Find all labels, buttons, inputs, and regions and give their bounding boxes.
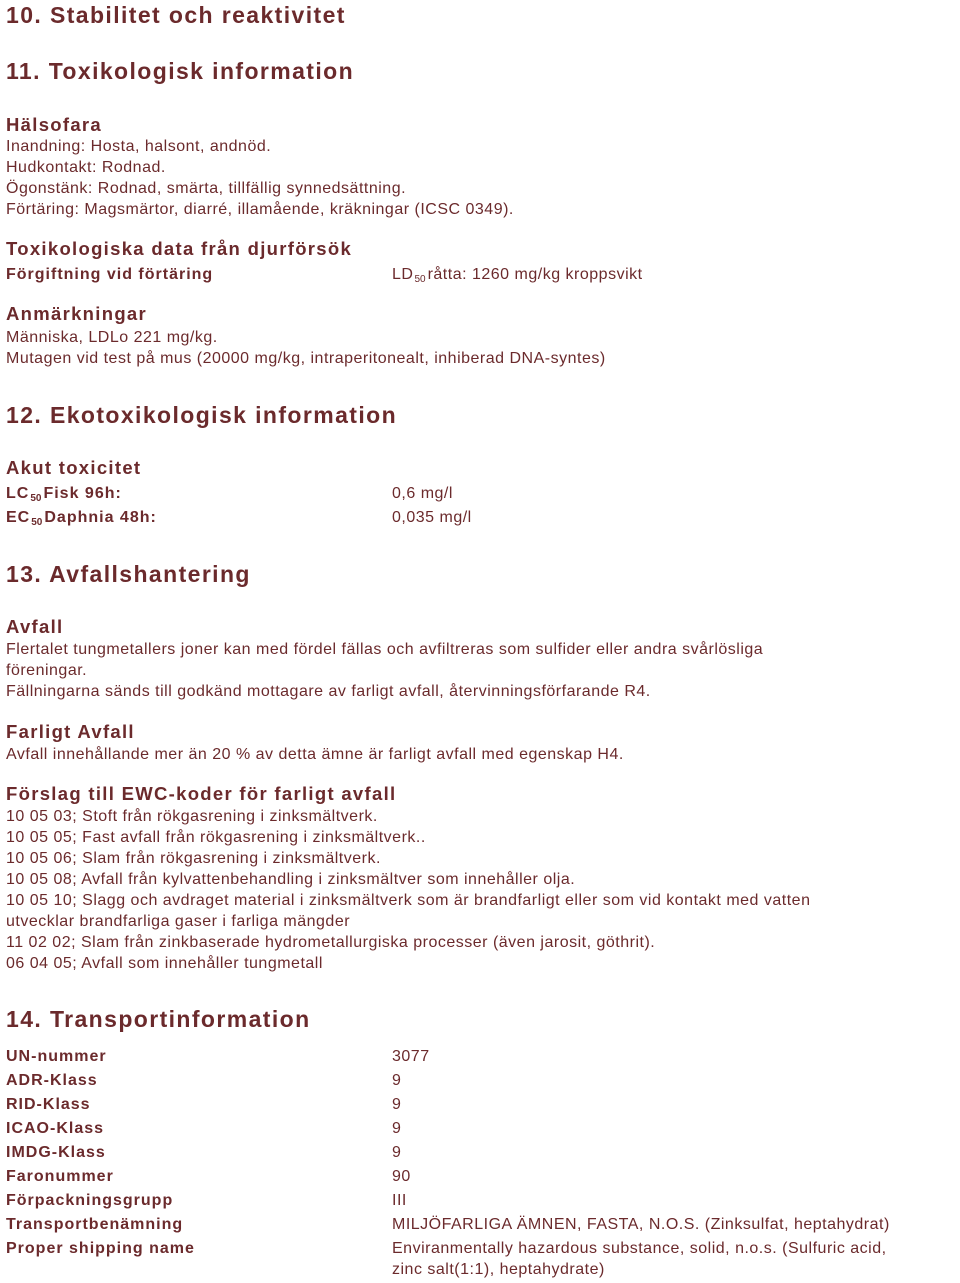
transport-label: ADR-Klass: [6, 1072, 98, 1089]
halsofara-line: Ögonstänk: Rodnad, smärta, tillfällig synnedsättning.: [6, 180, 407, 197]
eco-row-value: 0,035 mg/l: [392, 509, 472, 526]
eco-row-label: [6, 485, 122, 503]
transport-value: 9: [392, 1144, 402, 1161]
transport-value: MILJÖFARLIGA ÄMNEN, FASTA, N.O.S. (Zinksulfat, heptahydrat): [392, 1216, 890, 1233]
eco-row-text: Daphnia 48h:: [44, 509, 157, 526]
transport-value: 90: [392, 1168, 411, 1185]
eco-row-subscript: 50: [31, 517, 43, 528]
transport-value: 3077: [392, 1048, 430, 1065]
avfall-line: Fällningarna sänds till godkänd mottagare av farligt avfall, återvinningsförfarande R4.: [6, 683, 651, 700]
transport-label: Faronummer: [6, 1168, 114, 1185]
halsofara-line: Förtäring: Magsmärtor, diarré, illamående, kräkningar (ICSC 0349).: [6, 201, 514, 218]
tox-value-text: råtta: 1260 mg/kg kroppsvikt: [427, 266, 643, 283]
eco-row-prefix: EC: [6, 509, 31, 526]
transport-label: IMDG-Klass: [6, 1144, 106, 1161]
tox-value-subscript: 50: [414, 274, 426, 285]
anmarkningar-line: Människa, LDLo 221 mg/kg.: [6, 329, 218, 346]
farligt-avfall-line: Avfall innehållande mer än 20 % av detta ämne är farligt avfall med egenskap H4.: [6, 746, 624, 763]
section-14-title: 14. Transportinformation: [6, 1006, 311, 1032]
halsofara-line: Hudkontakt: Rodnad.: [6, 159, 166, 176]
ewc-line: 10 05 06; Slam från rökgasrening i zinksmältverk.: [6, 850, 381, 867]
transport-value: 9: [392, 1096, 402, 1113]
transport-value-continued: zinc salt(1:1), heptahydrate): [392, 1261, 605, 1278]
ewc-line: 10 05 08; Avfall från kylvattenbehandling i zinksmältver som innehåller olja.: [6, 871, 576, 888]
transport-value: III: [392, 1192, 407, 1209]
section-12-title: 12. Ekotoxikologisk information: [6, 402, 398, 428]
ewc-heading: Förslag till EWC-koder för farligt avfall: [6, 783, 397, 804]
akut-toxicitet-heading: Akut toxicitet: [6, 457, 142, 478]
transport-label: RID-Klass: [6, 1096, 91, 1113]
transport-value: Enviranmentally hazardous substance, solid, n.o.s. (Sulfuric acid,: [392, 1240, 887, 1257]
tox-value: [392, 266, 643, 284]
transport-label: Förpackningsgrupp: [6, 1192, 174, 1209]
avfall-heading: Avfall: [6, 616, 64, 637]
halsofara-heading: Hälsofara: [6, 114, 103, 135]
transport-label: Proper shipping name: [6, 1240, 195, 1257]
eco-row-subscript: 50: [30, 493, 42, 504]
ewc-line: 11 02 02; Slam från zinkbaserade hydrometallurgiska processer (även jarosit, göthrit).: [6, 934, 656, 951]
eco-row-prefix: LC: [6, 485, 30, 502]
ewc-line: 10 05 05; Fast avfall från rökgasrening i zinksmältverk..: [6, 829, 426, 846]
tox-data-heading: Toxikologiska data från djurförsök: [6, 238, 353, 259]
transport-label: UN-nummer: [6, 1048, 107, 1065]
transport-label: Transportbenämning: [6, 1216, 184, 1233]
anmarkningar-heading: Anmärkningar: [6, 303, 148, 324]
avfall-line: Flertalet tungmetallers joner kan med fördel fällas och avfiltreras som sulfider eller andra svårlösliga: [6, 641, 764, 658]
transport-label: ICAO-Klass: [6, 1120, 105, 1137]
tox-label: Förgiftning vid förtäring: [6, 266, 214, 283]
eco-row-text: Fisk 96h:: [43, 485, 122, 502]
ewc-line: 06 04 05; Avfall som innehåller tungmetall: [6, 955, 323, 972]
farligt-avfall-heading: Farligt Avfall: [6, 721, 135, 742]
ewc-line: 10 05 03; Stoft från rökgasrening i zinksmältverk.: [6, 808, 378, 825]
avfall-line: föreningar.: [6, 662, 88, 679]
ewc-line: utvecklar brandfarliga gaser i farliga mängder: [6, 913, 351, 930]
anmarkningar-line: Mutagen vid test på mus (20000 mg/kg, intraperitonealt, inhiberad DNA-syntes): [6, 350, 606, 367]
halsofara-line: Inandning: Hosta, halsont, andnöd.: [6, 138, 272, 155]
eco-row-label: [6, 509, 157, 527]
ewc-line: 10 05 10; Slagg och avdraget material i zinksmältverk som är brandfarligt eller som vid kontakt med vatten: [6, 892, 811, 909]
section-13-title: 13. Avfallshantering: [6, 561, 251, 587]
section-10-title: 10. Stabilitet och reaktivitet: [6, 2, 346, 28]
tox-value-prefix: LD: [392, 266, 414, 283]
transport-value: 9: [392, 1120, 402, 1137]
eco-row-value: 0,6 mg/l: [392, 485, 453, 502]
transport-value: 9: [392, 1072, 402, 1089]
section-11-title: 11. Toxikologisk information: [6, 58, 355, 84]
